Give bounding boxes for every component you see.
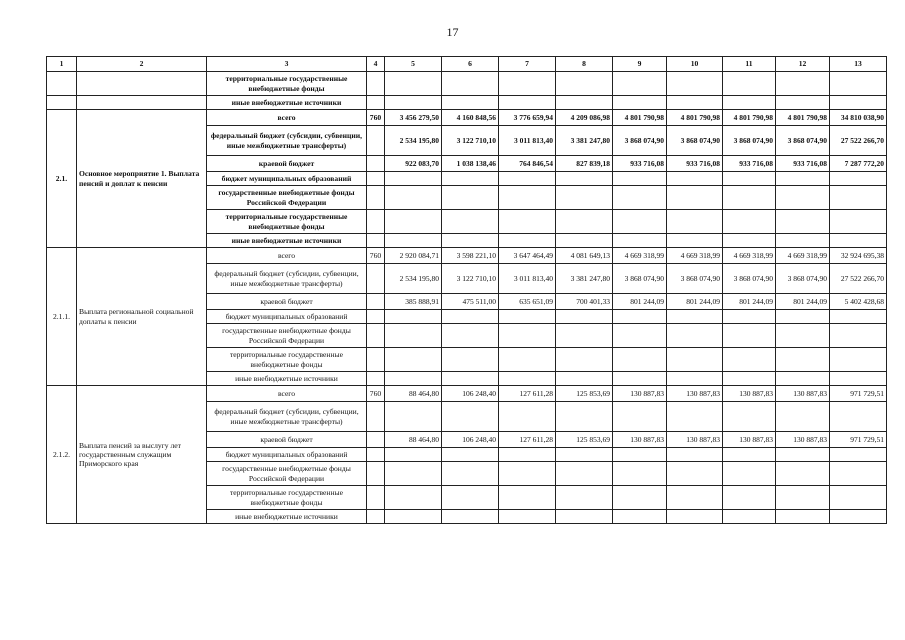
funding-source: иные внебюджетные источники xyxy=(207,234,367,248)
funding-source: государственные внебюджетные фонды Российской Федерации xyxy=(207,186,367,210)
value-cell xyxy=(442,210,499,234)
value-cell: 3 456 279,50 xyxy=(385,110,442,126)
value-cell: 130 887,83 xyxy=(776,432,830,448)
row-code xyxy=(367,310,385,324)
value-cell: 4 669 318,99 xyxy=(613,248,667,264)
value-cell xyxy=(613,324,667,348)
value-cell: 4 081 649,13 xyxy=(556,248,613,264)
value-cell: 2 920 084,71 xyxy=(385,248,442,264)
value-cell xyxy=(442,486,499,510)
value-cell xyxy=(499,402,556,432)
value-cell xyxy=(830,462,887,486)
value-cell xyxy=(723,172,776,186)
value-cell xyxy=(499,310,556,324)
page-number: 17 xyxy=(446,25,459,39)
value-cell xyxy=(667,72,723,96)
value-cell: 127 611,28 xyxy=(499,386,556,402)
column-header: 7 xyxy=(499,57,556,72)
value-cell xyxy=(385,486,442,510)
value-cell xyxy=(442,462,499,486)
row-code xyxy=(367,210,385,234)
value-cell xyxy=(667,448,723,462)
value-cell xyxy=(385,310,442,324)
value-cell: 827 839,18 xyxy=(556,156,613,172)
value-cell xyxy=(723,96,776,110)
value-cell xyxy=(776,448,830,462)
value-cell: 3 776 659,94 xyxy=(499,110,556,126)
value-cell xyxy=(723,462,776,486)
value-cell: 801 244,09 xyxy=(667,294,723,310)
table-row xyxy=(47,386,887,402)
value-cell xyxy=(830,310,887,324)
value-cell: 764 846,54 xyxy=(499,156,556,172)
row-code xyxy=(367,96,385,110)
value-cell xyxy=(556,448,613,462)
row-number xyxy=(47,72,77,96)
value-cell: 3 868 074,90 xyxy=(667,126,723,156)
value-cell xyxy=(613,72,667,96)
value-cell xyxy=(442,348,499,372)
value-cell xyxy=(667,210,723,234)
value-cell xyxy=(776,510,830,524)
value-cell xyxy=(556,96,613,110)
value-cell xyxy=(442,402,499,432)
funding-source: иные внебюджетные источники xyxy=(207,96,367,110)
value-cell xyxy=(667,234,723,248)
value-cell xyxy=(556,402,613,432)
funding-source: федеральный бюджет (субсидии, субвенции, иные межбюджетные трансферты) xyxy=(207,126,367,156)
value-cell xyxy=(613,186,667,210)
value-cell: 34 810 038,90 xyxy=(830,110,887,126)
value-cell xyxy=(776,348,830,372)
value-cell xyxy=(499,324,556,348)
value-cell xyxy=(499,186,556,210)
value-cell xyxy=(556,234,613,248)
value-cell: 4 801 790,98 xyxy=(613,110,667,126)
value-cell xyxy=(385,402,442,432)
value-cell xyxy=(613,310,667,324)
row-code xyxy=(367,72,385,96)
row-code xyxy=(367,510,385,524)
value-cell xyxy=(830,402,887,432)
value-cell xyxy=(442,372,499,386)
value-cell xyxy=(723,72,776,96)
row-number: 2.1. xyxy=(47,110,77,248)
value-cell xyxy=(667,372,723,386)
value-cell: 27 522 266,70 xyxy=(830,126,887,156)
value-cell xyxy=(499,234,556,248)
funding-source: федеральный бюджет (субсидии, субвенции, иные межбюджетные трансферты) xyxy=(207,402,367,432)
funding-source: краевой бюджет xyxy=(207,156,367,172)
budget-table xyxy=(46,56,887,524)
column-header: 8 xyxy=(556,57,613,72)
value-cell xyxy=(442,172,499,186)
value-cell xyxy=(385,372,442,386)
value-cell xyxy=(723,510,776,524)
value-cell xyxy=(556,510,613,524)
value-cell: 971 729,51 xyxy=(830,432,887,448)
value-cell xyxy=(385,72,442,96)
value-cell xyxy=(499,372,556,386)
value-cell: 106 248,40 xyxy=(442,386,499,402)
value-cell xyxy=(667,486,723,510)
value-cell: 3 868 074,90 xyxy=(667,264,723,294)
value-cell: 801 244,09 xyxy=(723,294,776,310)
value-cell: 125 853,69 xyxy=(556,432,613,448)
funding-source: всего xyxy=(207,248,367,264)
value-cell xyxy=(776,172,830,186)
value-cell: 3 868 074,90 xyxy=(776,126,830,156)
value-cell xyxy=(556,324,613,348)
value-cell xyxy=(499,448,556,462)
value-cell xyxy=(830,448,887,462)
funding-source: краевой бюджет xyxy=(207,432,367,448)
value-cell xyxy=(776,324,830,348)
value-cell: 32 924 695,38 xyxy=(830,248,887,264)
value-cell: 3 868 074,90 xyxy=(613,264,667,294)
value-cell xyxy=(385,234,442,248)
row-code xyxy=(367,372,385,386)
value-cell: 801 244,09 xyxy=(776,294,830,310)
value-cell xyxy=(385,448,442,462)
row-code xyxy=(367,448,385,462)
value-cell xyxy=(442,72,499,96)
value-cell xyxy=(499,96,556,110)
value-cell: 3 647 464,49 xyxy=(499,248,556,264)
value-cell xyxy=(556,310,613,324)
value-cell: 5 402 428,68 xyxy=(830,294,887,310)
value-cell: 4 669 318,99 xyxy=(667,248,723,264)
row-code: 760 xyxy=(367,248,385,264)
value-cell xyxy=(499,72,556,96)
value-cell: 933 716,08 xyxy=(776,156,830,172)
value-cell xyxy=(830,486,887,510)
value-cell: 3 868 074,90 xyxy=(723,264,776,294)
value-cell xyxy=(830,96,887,110)
column-header: 4 xyxy=(367,57,385,72)
row-number: 2.1.1. xyxy=(47,248,77,386)
value-cell: 127 611,28 xyxy=(499,432,556,448)
value-cell xyxy=(830,372,887,386)
value-cell: 4 801 790,98 xyxy=(667,110,723,126)
row-code xyxy=(367,432,385,448)
value-cell xyxy=(776,72,830,96)
row-name: Выплата пенсий за выслугу лет государственным служащим Приморского края xyxy=(77,386,207,524)
value-cell xyxy=(556,172,613,186)
value-cell xyxy=(776,210,830,234)
value-cell xyxy=(830,348,887,372)
value-cell xyxy=(442,324,499,348)
value-cell xyxy=(499,462,556,486)
value-cell: 2 534 195,80 xyxy=(385,264,442,294)
row-code: 760 xyxy=(367,386,385,402)
value-cell: 4 801 790,98 xyxy=(723,110,776,126)
column-header: 1 xyxy=(47,57,77,72)
value-cell xyxy=(556,372,613,386)
value-cell: 933 716,08 xyxy=(613,156,667,172)
row-code xyxy=(367,156,385,172)
value-cell: 3 868 074,90 xyxy=(613,126,667,156)
column-header: 10 xyxy=(667,57,723,72)
value-cell xyxy=(613,486,667,510)
row-code xyxy=(367,402,385,432)
column-header: 13 xyxy=(830,57,887,72)
value-cell xyxy=(667,186,723,210)
value-cell xyxy=(776,234,830,248)
value-cell xyxy=(723,210,776,234)
value-cell xyxy=(776,186,830,210)
value-cell xyxy=(442,186,499,210)
value-cell xyxy=(776,310,830,324)
value-cell xyxy=(499,510,556,524)
value-cell xyxy=(830,72,887,96)
value-cell xyxy=(556,72,613,96)
value-cell xyxy=(499,210,556,234)
funding-source: государственные внебюджетные фонды Российской Федерации xyxy=(207,324,367,348)
row-code xyxy=(367,348,385,372)
column-header: 11 xyxy=(723,57,776,72)
funding-source: бюджет муниципальных образований xyxy=(207,310,367,324)
row-number: 2.1.2. xyxy=(47,386,77,524)
table-row xyxy=(47,96,887,110)
value-cell xyxy=(667,510,723,524)
value-cell xyxy=(776,462,830,486)
row-code xyxy=(367,234,385,248)
value-cell: 3 122 710,10 xyxy=(442,264,499,294)
row-name: Выплата региональной социальной доплаты к пенсии xyxy=(77,248,207,386)
value-cell: 3 381 247,80 xyxy=(556,264,613,294)
funding-source: территориальные государственные внебюджетные фонды xyxy=(207,348,367,372)
value-cell xyxy=(613,210,667,234)
value-cell xyxy=(613,402,667,432)
value-cell: 130 887,83 xyxy=(667,386,723,402)
value-cell xyxy=(499,172,556,186)
value-cell xyxy=(723,372,776,386)
row-code: 760 xyxy=(367,110,385,126)
value-cell: 933 716,08 xyxy=(667,156,723,172)
value-cell xyxy=(385,172,442,186)
value-cell xyxy=(442,96,499,110)
value-cell: 4 160 848,56 xyxy=(442,110,499,126)
value-cell xyxy=(556,486,613,510)
value-cell xyxy=(499,486,556,510)
funding-source: территориальные государственные внебюджетные фонды xyxy=(207,72,367,96)
value-cell: 130 887,83 xyxy=(613,386,667,402)
value-cell: 3 868 074,90 xyxy=(776,264,830,294)
value-cell xyxy=(385,96,442,110)
value-cell xyxy=(723,234,776,248)
value-cell xyxy=(556,348,613,372)
value-cell xyxy=(613,96,667,110)
column-header: 3 xyxy=(207,57,367,72)
value-cell: 922 083,70 xyxy=(385,156,442,172)
value-cell xyxy=(613,372,667,386)
value-cell xyxy=(667,310,723,324)
value-cell: 3 598 221,10 xyxy=(442,248,499,264)
value-cell xyxy=(723,402,776,432)
value-cell: 475 511,00 xyxy=(442,294,499,310)
value-cell xyxy=(556,462,613,486)
value-cell: 7 287 772,20 xyxy=(830,156,887,172)
value-cell xyxy=(776,402,830,432)
row-code xyxy=(367,126,385,156)
value-cell: 106 248,40 xyxy=(442,432,499,448)
funding-source: краевой бюджет xyxy=(207,294,367,310)
value-cell: 130 887,83 xyxy=(723,386,776,402)
value-cell xyxy=(830,210,887,234)
value-cell: 2 534 195,80 xyxy=(385,126,442,156)
value-cell xyxy=(442,510,499,524)
value-cell: 130 887,83 xyxy=(723,432,776,448)
value-cell xyxy=(667,348,723,372)
value-cell xyxy=(385,186,442,210)
row-code xyxy=(367,186,385,210)
funding-source: всего xyxy=(207,110,367,126)
value-cell: 130 887,83 xyxy=(776,386,830,402)
value-cell xyxy=(385,210,442,234)
table-row xyxy=(47,110,887,126)
row-name: Основное мероприятие 1. Выплата пенсий и доплат к пенсии xyxy=(77,110,207,248)
value-cell xyxy=(385,324,442,348)
funding-source: федеральный бюджет (субсидии, субвенции, иные межбюджетные трансферты) xyxy=(207,264,367,294)
value-cell: 27 522 266,70 xyxy=(830,264,887,294)
column-header: 5 xyxy=(385,57,442,72)
row-code xyxy=(367,486,385,510)
funding-source: территориальные государственные внебюджетные фонды xyxy=(207,486,367,510)
value-cell: 801 244,09 xyxy=(613,294,667,310)
value-cell: 125 853,69 xyxy=(556,386,613,402)
value-cell xyxy=(385,348,442,372)
value-cell: 88 464,80 xyxy=(385,432,442,448)
value-cell: 385 888,91 xyxy=(385,294,442,310)
value-cell xyxy=(556,210,613,234)
row-name xyxy=(77,96,207,110)
value-cell xyxy=(613,462,667,486)
row-code xyxy=(367,462,385,486)
row-code xyxy=(367,324,385,348)
value-cell: 88 464,80 xyxy=(385,386,442,402)
row-code xyxy=(367,172,385,186)
value-cell xyxy=(442,234,499,248)
funding-source: бюджет муниципальных образований xyxy=(207,172,367,186)
value-cell xyxy=(723,324,776,348)
column-header: 12 xyxy=(776,57,830,72)
value-cell xyxy=(776,486,830,510)
value-cell xyxy=(723,486,776,510)
header-row xyxy=(47,57,887,72)
funding-source: иные внебюджетные источники xyxy=(207,510,367,524)
funding-source: бюджет муниципальных образований xyxy=(207,448,367,462)
value-cell xyxy=(442,448,499,462)
value-cell xyxy=(723,348,776,372)
value-cell xyxy=(667,172,723,186)
value-cell: 933 716,08 xyxy=(723,156,776,172)
value-cell xyxy=(667,96,723,110)
value-cell xyxy=(499,348,556,372)
value-cell xyxy=(556,186,613,210)
value-cell xyxy=(830,510,887,524)
value-cell: 4 801 790,98 xyxy=(776,110,830,126)
value-cell: 3 381 247,80 xyxy=(556,126,613,156)
value-cell: 3 868 074,90 xyxy=(723,126,776,156)
value-cell xyxy=(613,448,667,462)
row-name xyxy=(77,72,207,96)
value-cell xyxy=(613,234,667,248)
value-cell xyxy=(667,324,723,348)
value-cell: 4 669 318,99 xyxy=(776,248,830,264)
value-cell: 130 887,83 xyxy=(613,432,667,448)
column-header: 2 xyxy=(77,57,207,72)
value-cell xyxy=(776,96,830,110)
value-cell xyxy=(830,172,887,186)
value-cell: 700 401,33 xyxy=(556,294,613,310)
value-cell xyxy=(613,510,667,524)
value-cell xyxy=(776,372,830,386)
value-cell xyxy=(667,462,723,486)
funding-source: государственные внебюджетные фонды Российской Федерации xyxy=(207,462,367,486)
value-cell xyxy=(385,510,442,524)
value-cell xyxy=(830,234,887,248)
value-cell xyxy=(830,186,887,210)
value-cell xyxy=(667,402,723,432)
row-code xyxy=(367,294,385,310)
table-row xyxy=(47,248,887,264)
value-cell xyxy=(723,448,776,462)
funding-source: территориальные государственные внебюджетные фонды xyxy=(207,210,367,234)
value-cell xyxy=(613,348,667,372)
value-cell: 130 887,83 xyxy=(667,432,723,448)
value-cell: 4 209 086,98 xyxy=(556,110,613,126)
column-header: 9 xyxy=(613,57,667,72)
value-cell xyxy=(723,310,776,324)
value-cell xyxy=(442,310,499,324)
value-cell xyxy=(385,462,442,486)
value-cell xyxy=(830,324,887,348)
value-cell: 971 729,51 xyxy=(830,386,887,402)
table-row xyxy=(47,72,887,96)
row-number xyxy=(47,96,77,110)
value-cell: 3 011 813,40 xyxy=(499,264,556,294)
value-cell: 1 038 138,46 xyxy=(442,156,499,172)
value-cell: 3 011 813,40 xyxy=(499,126,556,156)
value-cell: 4 669 318,99 xyxy=(723,248,776,264)
value-cell xyxy=(723,186,776,210)
value-cell xyxy=(613,172,667,186)
value-cell: 3 122 710,10 xyxy=(442,126,499,156)
row-code xyxy=(367,264,385,294)
funding-source: всего xyxy=(207,386,367,402)
column-header: 6 xyxy=(442,57,499,72)
funding-source: иные внебюджетные источники xyxy=(207,372,367,386)
value-cell: 635 651,09 xyxy=(499,294,556,310)
